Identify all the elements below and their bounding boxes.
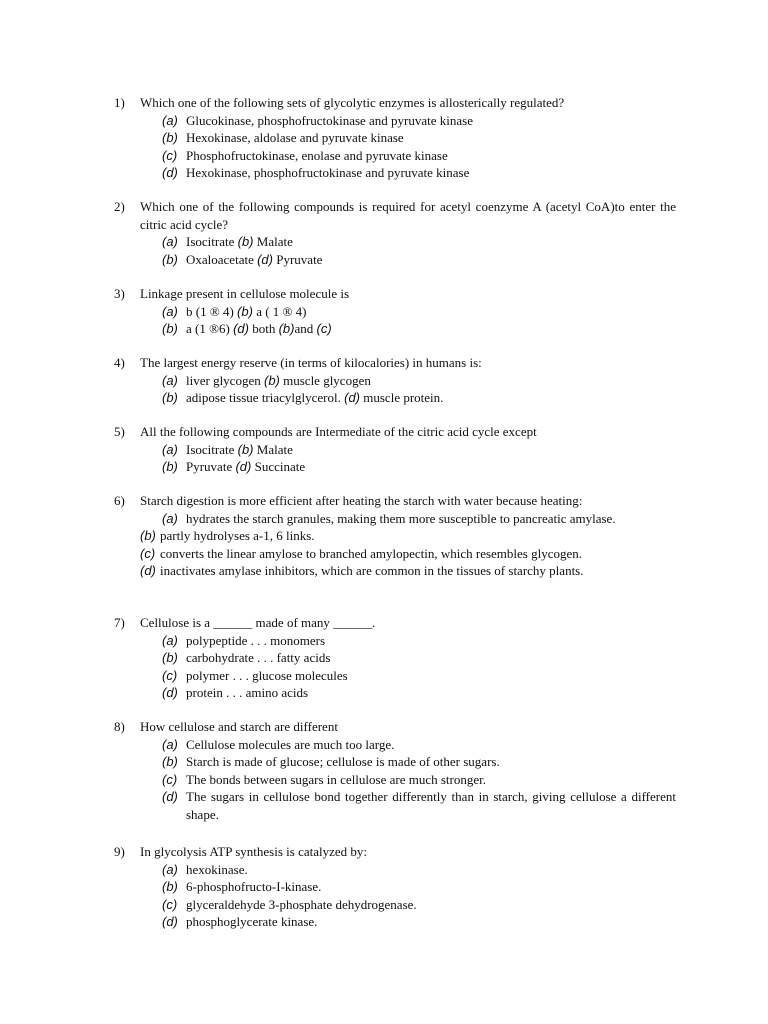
option-d bbox=[114, 913, 676, 931]
option-text: Oxaloacetate bbox=[186, 251, 258, 267]
option-text: partly hydrolyses a-1, 6 links. bbox=[160, 528, 315, 544]
option-label: (b) bbox=[140, 528, 156, 544]
option-text: Isocitrate bbox=[186, 441, 238, 457]
option-a bbox=[114, 303, 676, 321]
option-text: Pyruvate bbox=[186, 459, 236, 475]
question-text: Which one of the following sets of glycolytic enzymes is allosterically regulated? bbox=[140, 95, 565, 110]
option-label: (d) bbox=[162, 685, 178, 701]
option-text: polymer . . . glucose molecules bbox=[186, 667, 348, 683]
option-inline-label: (c) bbox=[316, 321, 332, 337]
option-c bbox=[114, 667, 676, 685]
option-label: (a) bbox=[162, 736, 178, 752]
question-number: 2) bbox=[114, 199, 125, 214]
option-text: Hexokinase, phosphofructokinase and pyruvate kinase bbox=[186, 165, 470, 181]
option-text: both bbox=[248, 321, 279, 337]
question-text: Starch digestion is more efficient after heating the starch with water because heating: bbox=[140, 493, 583, 508]
question-9 bbox=[114, 843, 676, 931]
question-number: 9) bbox=[114, 844, 125, 859]
option-label: (c) bbox=[140, 545, 156, 561]
option-d bbox=[114, 684, 676, 702]
option-d bbox=[114, 562, 676, 580]
option-label: (d) bbox=[162, 914, 178, 930]
option-c bbox=[114, 147, 676, 165]
option-label: (b) bbox=[162, 251, 178, 267]
option-text: Cellulose molecules are much too large. bbox=[186, 736, 395, 752]
option-text: Isocitrate bbox=[186, 234, 238, 250]
option-text: Malate bbox=[253, 441, 293, 457]
option-text: adipose tissue triacylglycerol. bbox=[186, 390, 345, 406]
option-text: Starch is made of glucose; cellulose is made of other sugars. bbox=[186, 754, 500, 770]
option-label: (c) bbox=[162, 147, 178, 163]
option-b bbox=[114, 878, 676, 896]
question-stem bbox=[114, 198, 676, 233]
option-a bbox=[114, 112, 676, 130]
option-label: (b) bbox=[162, 459, 178, 475]
option-a bbox=[114, 372, 676, 390]
option-text: inactivates amylase inhibitors, which are common in the tissues of starchy plants. bbox=[160, 563, 584, 579]
option-inline-label: (b) bbox=[237, 234, 254, 250]
option-c bbox=[114, 896, 676, 914]
option-text: a (1 ®6) bbox=[186, 321, 234, 337]
option-label: (a) bbox=[162, 372, 178, 388]
option-label: (d) bbox=[140, 563, 156, 579]
question-number: 4) bbox=[114, 355, 125, 370]
question-text: The largest energy reserve (in terms of kilocalories) in humans is: bbox=[140, 355, 482, 370]
option-b bbox=[114, 320, 676, 338]
option-text: 6-phosphofructo-I-kinase. bbox=[186, 879, 322, 895]
option-label: (a) bbox=[162, 441, 178, 457]
option-inline-label: (b) bbox=[278, 321, 295, 337]
question-3 bbox=[114, 285, 676, 338]
question-number: 7) bbox=[114, 615, 125, 630]
question-stem bbox=[114, 843, 676, 861]
question-5 bbox=[114, 423, 676, 476]
option-b bbox=[114, 251, 676, 269]
option-b bbox=[114, 458, 676, 476]
option-inline-label: (b) bbox=[263, 372, 280, 388]
option-label: (c) bbox=[162, 771, 178, 787]
question-8 bbox=[114, 718, 676, 824]
option-label: (a) bbox=[162, 632, 178, 648]
option-a bbox=[114, 510, 676, 528]
question-1 bbox=[114, 94, 676, 182]
question-text: How cellulose and starch are different bbox=[140, 719, 338, 734]
option-label: (b) bbox=[162, 879, 178, 895]
question-2 bbox=[114, 198, 676, 268]
option-inline-label: (b) bbox=[237, 303, 253, 319]
option-text: converts the linear amylose to branched amylopectin, which resembles glycogen. bbox=[160, 545, 582, 561]
option-inline-label: (d) bbox=[235, 459, 252, 475]
option-text: The bonds between sugars in cellulose are much stronger. bbox=[186, 771, 486, 787]
option-a bbox=[114, 861, 676, 879]
option-text: hydrates the starch granules, making them more susceptible to pancreatic amylase. bbox=[186, 510, 616, 526]
option-b bbox=[114, 389, 676, 407]
option-label: (b) bbox=[162, 390, 178, 406]
option-a bbox=[114, 632, 676, 650]
question-number: 1) bbox=[114, 95, 125, 110]
question-text: Cellulose is a ______ made of many ______. bbox=[140, 615, 376, 630]
option-label: (b) bbox=[162, 650, 178, 666]
question-number: 5) bbox=[114, 424, 125, 439]
option-text: Glucokinase, phosphofructokinase and pyruvate kinase bbox=[186, 112, 474, 128]
option-inline-label: (d) bbox=[344, 390, 361, 406]
option-b bbox=[114, 129, 676, 147]
option-b bbox=[114, 649, 676, 667]
option-inline-label: (d) bbox=[233, 321, 249, 337]
option-label: (a) bbox=[162, 303, 178, 319]
option-label: (b) bbox=[162, 130, 178, 146]
question-stem bbox=[114, 354, 676, 372]
question-6 bbox=[114, 492, 676, 580]
question-stem bbox=[114, 718, 676, 736]
option-label: (d) bbox=[162, 165, 178, 181]
option-a bbox=[114, 233, 676, 251]
option-label: (a) bbox=[162, 861, 178, 877]
option-label: (d) bbox=[162, 789, 178, 805]
question-text: Linkage present in cellulose molecule is bbox=[140, 286, 350, 301]
option-text: and bbox=[294, 321, 317, 337]
option-label: (a) bbox=[162, 234, 178, 250]
option-a bbox=[114, 736, 676, 754]
question-number: 8) bbox=[114, 719, 125, 734]
option-text: The sugars in cellulose bond together differently than in starch, giving cellulose a different shape. bbox=[186, 789, 676, 822]
option-d bbox=[114, 788, 676, 823]
question-number: 6) bbox=[114, 493, 125, 508]
option-text: muscle protein. bbox=[360, 390, 444, 406]
option-label: (c) bbox=[162, 896, 178, 912]
option-text: protein . . . amino acids bbox=[186, 685, 309, 701]
option-text: liver glycogen bbox=[186, 372, 264, 388]
option-a bbox=[114, 441, 676, 459]
option-label: (b) bbox=[162, 321, 178, 337]
option-c bbox=[114, 771, 676, 789]
question-stem bbox=[114, 614, 676, 632]
option-text: phosphoglycerate kinase. bbox=[186, 914, 318, 930]
question-stem bbox=[114, 94, 676, 112]
option-text: Malate bbox=[253, 234, 293, 250]
option-text: Phosphofructokinase, enolase and pyruvate kinase bbox=[186, 147, 448, 163]
option-b bbox=[114, 527, 676, 545]
question-text: In glycolysis ATP synthesis is catalyzed by: bbox=[140, 844, 367, 859]
option-text: muscle glycogen bbox=[279, 372, 371, 388]
option-text: glyceraldehyde 3-phosphate dehydrogenase. bbox=[186, 896, 417, 912]
option-label: (a) bbox=[162, 112, 178, 128]
option-text: hexokinase. bbox=[186, 861, 248, 877]
question-4 bbox=[114, 354, 676, 407]
question-number: 3) bbox=[114, 286, 125, 301]
option-inline-label: (b) bbox=[237, 441, 254, 457]
option-label: (a) bbox=[162, 510, 178, 526]
option-text: polypeptide . . . monomers bbox=[186, 632, 326, 648]
option-label: (b) bbox=[162, 754, 178, 770]
question-text: Which one of the following compounds is required for acetyl coenzyme A (acetyl CoA)to enter the citric acid cycle? bbox=[140, 199, 676, 232]
question-stem bbox=[114, 285, 676, 303]
option-inline-label: (d) bbox=[257, 251, 273, 267]
option-text: b (1 ® 4) bbox=[186, 303, 238, 319]
option-text: a ( 1 ® 4) bbox=[252, 303, 307, 319]
option-label: (c) bbox=[162, 667, 178, 683]
question-text: All the following compounds are Intermediate of the citric acid cycle except bbox=[140, 424, 537, 439]
option-d bbox=[114, 164, 676, 182]
question-stem bbox=[114, 423, 676, 441]
option-text: Hexokinase, aldolase and pyruvate kinase bbox=[186, 130, 404, 146]
option-b bbox=[114, 753, 676, 771]
option-text: Succinate bbox=[251, 459, 306, 475]
option-text: carbohydrate . . . fatty acids bbox=[186, 650, 331, 666]
option-c bbox=[114, 545, 676, 563]
question-7 bbox=[114, 614, 676, 702]
option-text: Pyruvate bbox=[272, 251, 323, 267]
question-stem bbox=[114, 492, 676, 510]
